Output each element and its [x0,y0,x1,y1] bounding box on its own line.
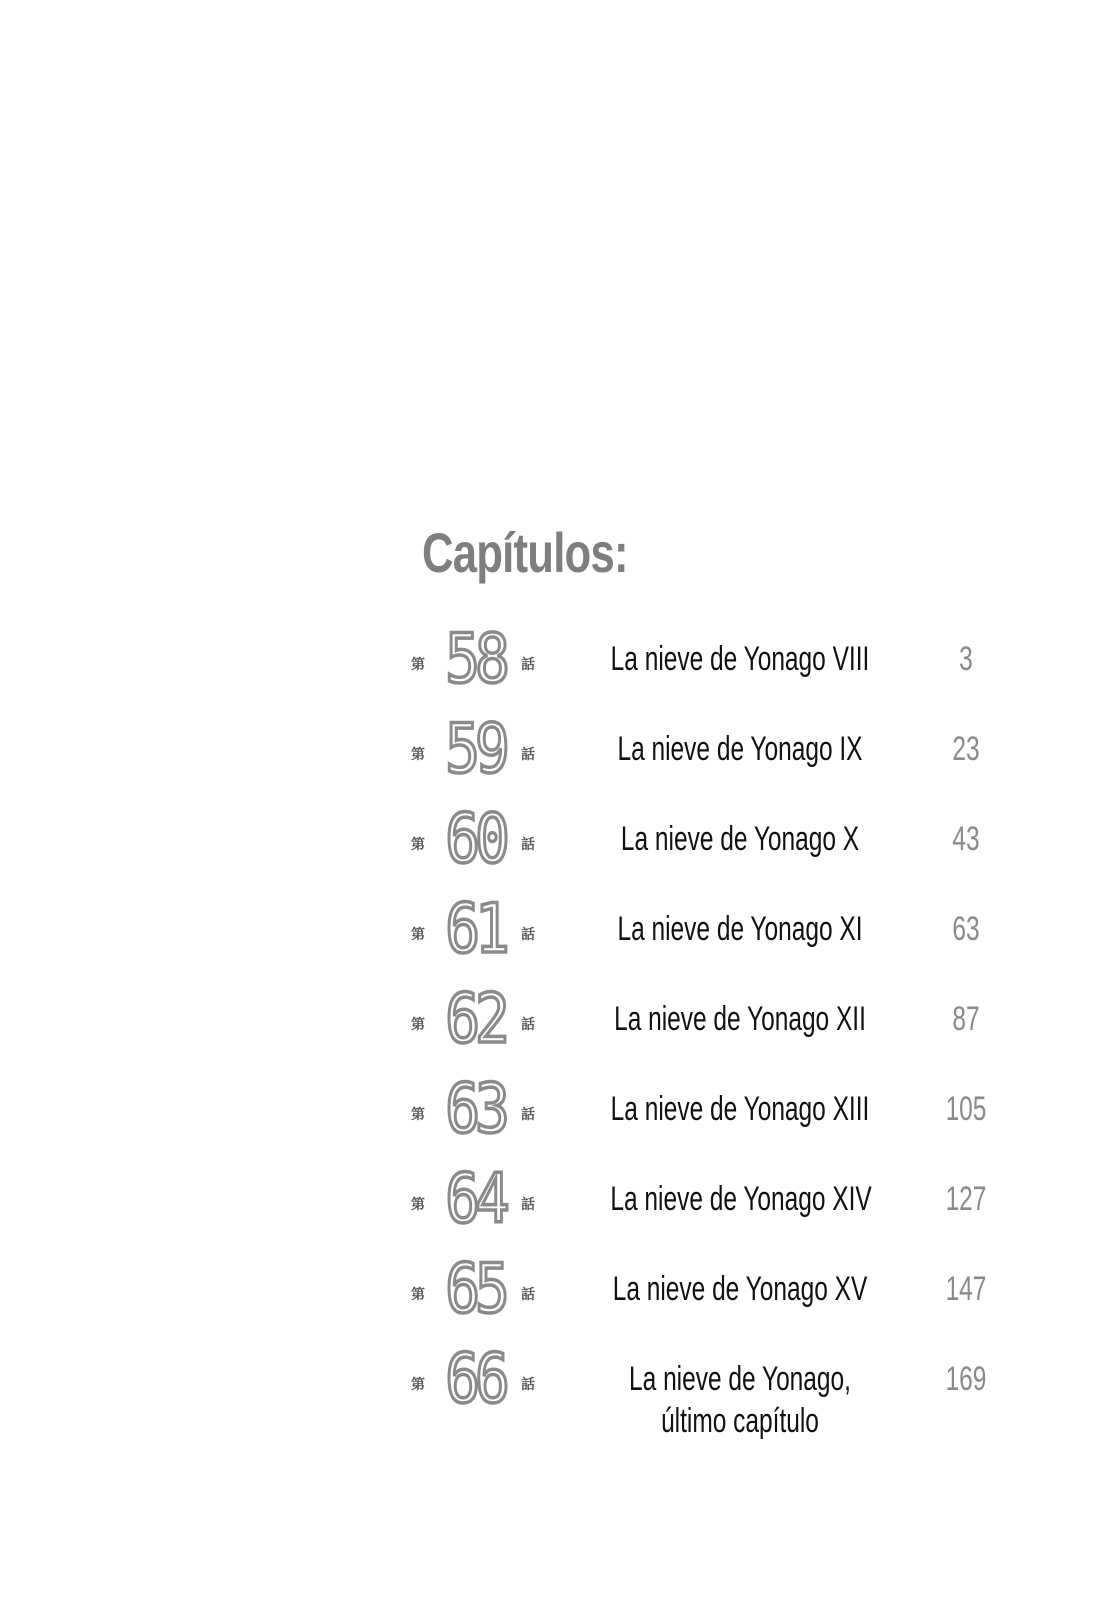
toc-entry [400,1070,1000,1170]
chapter-prefix: 第 [411,837,425,853]
toc-entry [400,1340,1000,1450]
chapter-number: 63 [445,1070,505,1149]
chapter-title [610,1358,869,1442]
chapter-title: La nieve de Yonago XIV [610,1180,872,1218]
chapter-page: 169 [945,1360,987,1398]
chapter-suffix: 話 [521,1197,535,1213]
toc-entry [400,980,1000,1080]
chapter-title: La nieve de Yonago XV [612,1270,868,1308]
toc-entry [400,1250,1000,1350]
chapter-prefix: 第 [411,1377,425,1393]
chapter-title: La nieve de Yonago VIII [610,640,870,678]
chapter-page: 43 [952,820,980,858]
toc-heading: Capítulos: [422,521,628,584]
chapter-suffix: 話 [521,657,535,673]
chapter-title: La nieve de Yonago XIII [610,1090,870,1128]
chapter-prefix: 第 [411,1017,425,1033]
toc-entry [400,800,1000,900]
toc-entry [400,620,1000,720]
chapter-suffix: 話 [521,1287,535,1303]
chapter-prefix: 第 [411,1287,425,1303]
chapter-suffix: 話 [521,747,535,763]
chapter-number: 58 [445,620,505,699]
chapter-suffix: 話 [521,927,535,943]
chapter-prefix: 第 [411,1197,425,1213]
chapter-suffix: 話 [521,1107,535,1123]
toc-entry [400,890,1000,990]
chapter-prefix: 第 [411,747,425,763]
chapter-title-line-2: último capítulo [661,1402,819,1440]
chapter-page: 147 [945,1270,987,1308]
chapter-title: La nieve de Yonago XI [617,910,863,948]
toc-entry [400,710,1000,810]
chapter-prefix: 第 [411,927,425,943]
chapter-number: 59 [445,710,505,789]
chapter-title: La nieve de Yonago X [620,820,860,858]
chapter-prefix: 第 [411,1107,425,1123]
chapter-suffix: 話 [521,837,535,853]
chapter-suffix: 話 [521,1377,535,1393]
chapter-title: La nieve de Yonago IX [617,730,863,768]
chapter-page: 3 [959,640,973,678]
chapter-page: 87 [952,1000,980,1038]
chapter-number: 62 [445,980,505,1059]
chapter-number: 61 [445,890,505,969]
chapter-number: 66 [445,1340,505,1419]
chapter-title-line-1: La nieve de Yonago, [629,1360,851,1398]
chapter-title: La nieve de Yonago XII [614,1000,866,1038]
chapter-number: 65 [445,1250,505,1329]
chapter-page: 127 [945,1180,987,1218]
chapter-number: 64 [445,1160,505,1239]
chapter-page: 63 [952,910,980,948]
chapter-number: 60 [445,800,505,879]
chapter-page: 23 [952,730,980,768]
chapter-prefix: 第 [411,657,425,673]
chapter-page: 105 [945,1090,987,1128]
chapter-suffix: 話 [521,1017,535,1033]
toc-entry [400,1160,1000,1260]
